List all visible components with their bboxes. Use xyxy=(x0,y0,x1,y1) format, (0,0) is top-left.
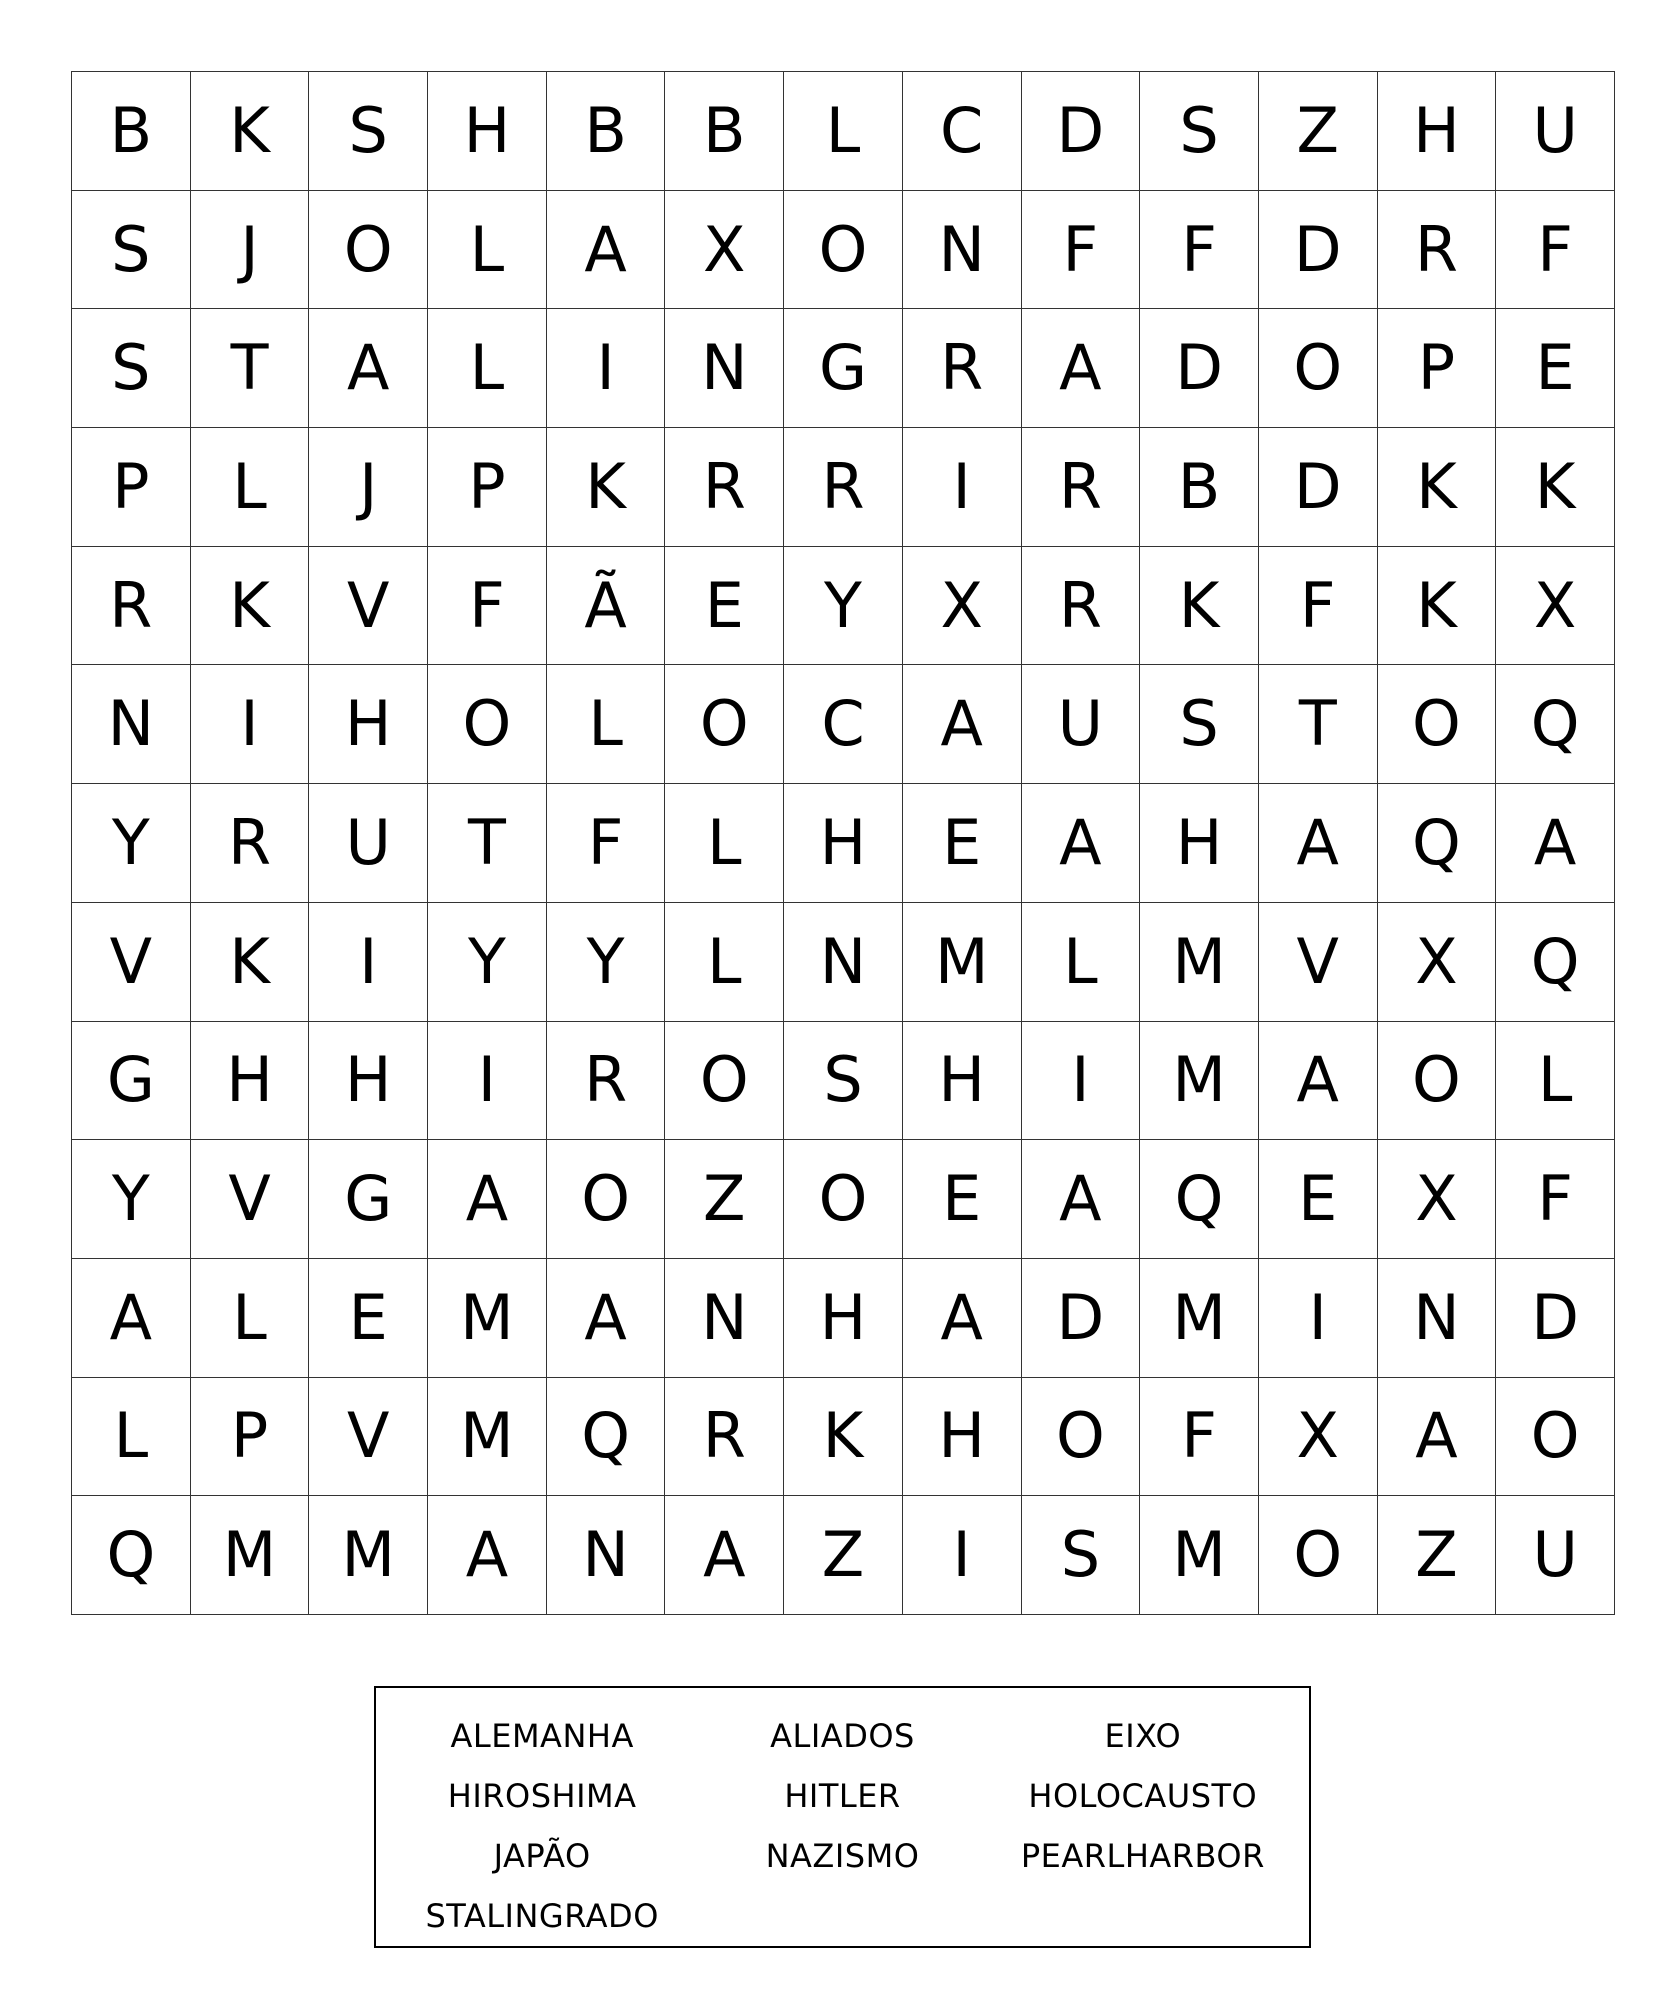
grid-cell[interactable]: M xyxy=(903,903,1022,1022)
grid-cell[interactable]: D xyxy=(1259,428,1378,547)
grid-cell[interactable]: B xyxy=(665,72,784,191)
grid-cell[interactable]: P xyxy=(191,1378,310,1497)
grid-cell[interactable]: D xyxy=(1496,1259,1615,1378)
grid-cell[interactable]: A xyxy=(547,191,666,310)
grid-cell[interactable]: Z xyxy=(1259,72,1378,191)
word-list-item: ALEMANHA xyxy=(450,1717,634,1755)
grid-cell[interactable]: L xyxy=(428,191,547,310)
grid-cell[interactable]: V xyxy=(191,1140,310,1259)
grid-cell[interactable]: Q xyxy=(1378,784,1497,903)
grid-cell[interactable]: E xyxy=(1496,309,1615,428)
grid-cell[interactable]: D xyxy=(1022,72,1141,191)
grid-cell[interactable]: Y xyxy=(784,547,903,666)
grid-cell[interactable]: H xyxy=(1140,784,1259,903)
word-list-box xyxy=(374,1686,1311,1948)
grid-cell[interactable]: A xyxy=(1496,784,1615,903)
grid-cell[interactable]: O xyxy=(665,665,784,784)
grid-cell[interactable]: D xyxy=(1140,309,1259,428)
grid-cell[interactable]: X xyxy=(1259,1378,1378,1497)
grid-cell[interactable]: A xyxy=(665,1496,784,1615)
grid-cell[interactable]: L xyxy=(1022,903,1141,1022)
grid-cell[interactable]: J xyxy=(309,428,428,547)
grid-cell[interactable]: O xyxy=(1022,1378,1141,1497)
grid-cell[interactable]: R xyxy=(903,309,1022,428)
grid-cell[interactable]: H xyxy=(903,1378,1022,1497)
grid-cell[interactable]: A xyxy=(547,1259,666,1378)
grid-cell[interactable]: T xyxy=(191,309,310,428)
grid-cell[interactable]: O xyxy=(547,1140,666,1259)
word-list-item: EIXO xyxy=(1104,1717,1182,1755)
grid-cell[interactable]: U xyxy=(1496,72,1615,191)
grid-cell[interactable]: P xyxy=(1378,309,1497,428)
grid-cell[interactable]: F xyxy=(1496,191,1615,310)
grid-cell[interactable]: Ã xyxy=(547,547,666,666)
grid-cell[interactable]: U xyxy=(309,784,428,903)
grid-cell[interactable]: K xyxy=(1496,428,1615,547)
grid-cell[interactable]: H xyxy=(1378,72,1497,191)
grid-cell[interactable]: G xyxy=(72,1022,191,1141)
grid-cell[interactable]: O xyxy=(1378,1022,1497,1141)
word-list-item: HOLOCAUSTO xyxy=(1028,1777,1258,1815)
grid-cell[interactable]: H xyxy=(428,72,547,191)
grid-cell[interactable]: H xyxy=(309,665,428,784)
grid-cell[interactable]: R xyxy=(1022,547,1141,666)
grid-cell[interactable]: Q xyxy=(1496,903,1615,1022)
grid-cell[interactable]: Z xyxy=(784,1496,903,1615)
grid-cell[interactable]: V xyxy=(1259,903,1378,1022)
grid-cell[interactable]: M xyxy=(191,1496,310,1615)
grid-cell[interactable]: Q xyxy=(1140,1140,1259,1259)
grid-cell[interactable]: K xyxy=(1378,547,1497,666)
grid-cell[interactable]: C xyxy=(903,72,1022,191)
grid-cell[interactable]: B xyxy=(1140,428,1259,547)
grid-cell[interactable]: L xyxy=(1496,1022,1615,1141)
grid-cell[interactable]: Y xyxy=(428,903,547,1022)
grid-cell[interactable]: E xyxy=(1259,1140,1378,1259)
grid-cell[interactable]: L xyxy=(665,784,784,903)
grid-cell[interactable]: L xyxy=(428,309,547,428)
grid-cell[interactable]: F xyxy=(428,547,547,666)
grid-cell[interactable]: M xyxy=(309,1496,428,1615)
grid-cell[interactable]: K xyxy=(191,903,310,1022)
grid-cell[interactable]: I xyxy=(1259,1259,1378,1378)
grid-cell[interactable]: K xyxy=(784,1378,903,1497)
grid-cell[interactable]: A xyxy=(428,1496,547,1615)
grid-cell[interactable]: M xyxy=(428,1378,547,1497)
grid-cell[interactable]: H xyxy=(309,1022,428,1141)
grid-cell[interactable]: X xyxy=(1496,547,1615,666)
grid-cell[interactable]: E xyxy=(665,547,784,666)
grid-cell[interactable]: M xyxy=(1140,903,1259,1022)
grid-cell[interactable]: E xyxy=(903,1140,1022,1259)
grid-cell[interactable]: I xyxy=(903,428,1022,547)
grid-cell[interactable]: I xyxy=(191,665,310,784)
word-search-grid xyxy=(71,71,1615,1615)
grid-cell[interactable]: X xyxy=(1378,903,1497,1022)
grid-cell[interactable]: S xyxy=(1022,1496,1141,1615)
grid-cell[interactable]: L xyxy=(784,72,903,191)
grid-cell[interactable]: I xyxy=(1022,1022,1141,1141)
grid-cell[interactable]: J xyxy=(191,191,310,310)
grid-cell[interactable]: A xyxy=(1259,1022,1378,1141)
grid-cell[interactable]: E xyxy=(309,1259,428,1378)
grid-cell[interactable]: F xyxy=(1259,547,1378,666)
grid-cell[interactable]: O xyxy=(1378,665,1497,784)
grid-cell[interactable]: V xyxy=(72,903,191,1022)
word-list-item: STALINGRADO xyxy=(425,1897,659,1935)
grid-cell[interactable]: T xyxy=(428,784,547,903)
grid-cell[interactable]: A xyxy=(309,309,428,428)
grid-cell[interactable]: M xyxy=(1140,1259,1259,1378)
word-list-item: HIROSHIMA xyxy=(447,1777,637,1815)
grid-cell[interactable]: U xyxy=(1496,1496,1615,1615)
grid-cell[interactable]: O xyxy=(665,1022,784,1141)
grid-cell[interactable]: I xyxy=(547,309,666,428)
grid-cell[interactable]: B xyxy=(72,72,191,191)
grid-cell[interactable]: A xyxy=(1022,1140,1141,1259)
grid-cell[interactable]: B xyxy=(547,72,666,191)
grid-cell[interactable]: O xyxy=(1496,1378,1615,1497)
grid-cell[interactable]: L xyxy=(547,665,666,784)
grid-cell[interactable]: N xyxy=(665,309,784,428)
grid-cell[interactable]: F xyxy=(1496,1140,1615,1259)
word-list-item: JAPÃO xyxy=(493,1837,591,1875)
grid-cell[interactable]: S xyxy=(784,1022,903,1141)
grid-cell[interactable]: F xyxy=(547,784,666,903)
grid-cell[interactable]: L xyxy=(191,428,310,547)
grid-cell[interactable]: I xyxy=(903,1496,1022,1615)
grid-cell[interactable]: C xyxy=(784,665,903,784)
grid-cell[interactable]: V xyxy=(309,1378,428,1497)
grid-cell[interactable]: K xyxy=(1378,428,1497,547)
grid-cell[interactable]: F xyxy=(1140,191,1259,310)
grid-cell[interactable]: A xyxy=(1259,784,1378,903)
grid-cell[interactable]: S xyxy=(1140,72,1259,191)
grid-cell[interactable]: K xyxy=(191,547,310,666)
grid-cell[interactable]: Y xyxy=(72,1140,191,1259)
grid-cell[interactable]: N xyxy=(547,1496,666,1615)
grid-cell[interactable]: Y xyxy=(547,903,666,1022)
grid-cell[interactable]: U xyxy=(1022,665,1141,784)
grid-cell[interactable]: N xyxy=(1378,1259,1497,1378)
grid-cell[interactable]: G xyxy=(309,1140,428,1259)
grid-cell[interactable]: X xyxy=(1378,1140,1497,1259)
grid-cell[interactable]: I xyxy=(309,903,428,1022)
grid-cell[interactable]: S xyxy=(72,309,191,428)
grid-cell[interactable]: O xyxy=(784,191,903,310)
grid-cell[interactable]: H xyxy=(784,1259,903,1378)
grid-cell[interactable]: H xyxy=(191,1022,310,1141)
grid-cell[interactable]: D xyxy=(1022,1259,1141,1378)
grid-cell[interactable]: O xyxy=(784,1140,903,1259)
grid-cell[interactable]: L xyxy=(191,1259,310,1378)
grid-cell[interactable]: R xyxy=(191,784,310,903)
grid-cell[interactable]: R xyxy=(665,428,784,547)
grid-cell[interactable]: F xyxy=(1140,1378,1259,1497)
grid-cell[interactable]: R xyxy=(547,1022,666,1141)
grid-cell[interactable]: A xyxy=(1022,309,1141,428)
grid-cell[interactable]: K xyxy=(191,72,310,191)
grid-cell[interactable]: K xyxy=(1140,547,1259,666)
grid-cell[interactable]: R xyxy=(784,428,903,547)
word-list-item: PEARLHARBOR xyxy=(1020,1837,1265,1875)
grid-cell[interactable]: T xyxy=(1259,665,1378,784)
grid-cell[interactable]: R xyxy=(72,547,191,666)
grid-cell[interactable]: X xyxy=(665,191,784,310)
grid-cell[interactable]: N xyxy=(665,1259,784,1378)
word-list-item: ALIADOS xyxy=(770,1717,915,1755)
grid-cell[interactable]: S xyxy=(309,72,428,191)
grid-cell[interactable]: R xyxy=(1022,428,1141,547)
grid-cell[interactable]: Q xyxy=(72,1496,191,1615)
grid-cell[interactable]: H xyxy=(784,784,903,903)
grid-cell[interactable]: K xyxy=(547,428,666,547)
grid-cell[interactable]: L xyxy=(665,903,784,1022)
grid-cell[interactable]: O xyxy=(428,665,547,784)
grid-cell[interactable]: O xyxy=(1259,1496,1378,1615)
grid-cell[interactable]: O xyxy=(1259,309,1378,428)
grid-cell[interactable]: A xyxy=(1378,1378,1497,1497)
grid-cell[interactable]: N xyxy=(903,191,1022,310)
grid-cell[interactable]: S xyxy=(1140,665,1259,784)
grid-cell[interactable]: Z xyxy=(665,1140,784,1259)
word-list-item: NAZISMO xyxy=(765,1837,920,1875)
grid-cell[interactable]: D xyxy=(1259,191,1378,310)
grid-cell[interactable]: I xyxy=(428,1022,547,1141)
grid-cell[interactable]: L xyxy=(72,1378,191,1497)
grid-cell[interactable]: P xyxy=(428,428,547,547)
grid-cell[interactable]: R xyxy=(665,1378,784,1497)
grid-cell[interactable]: E xyxy=(903,784,1022,903)
grid-cell[interactable]: P xyxy=(72,428,191,547)
word-list-item: HITLER xyxy=(784,1777,901,1815)
grid-cell[interactable]: A xyxy=(1022,784,1141,903)
grid-cell[interactable]: A xyxy=(428,1140,547,1259)
grid-cell[interactable]: N xyxy=(72,665,191,784)
grid-cell[interactable]: Q xyxy=(1496,665,1615,784)
grid-cell[interactable]: M xyxy=(1140,1022,1259,1141)
grid-cell[interactable]: A xyxy=(72,1259,191,1378)
grid-cell[interactable]: M xyxy=(1140,1496,1259,1615)
grid-cell[interactable]: V xyxy=(309,547,428,666)
grid-cell[interactable]: M xyxy=(428,1259,547,1378)
grid-cell[interactable]: A xyxy=(903,1259,1022,1378)
grid-cell[interactable]: O xyxy=(309,191,428,310)
grid-cell[interactable]: X xyxy=(903,547,1022,666)
grid-cell[interactable]: Z xyxy=(1378,1496,1497,1615)
grid-cell[interactable]: N xyxy=(784,903,903,1022)
grid-cell[interactable]: S xyxy=(72,191,191,310)
grid-cell[interactable]: A xyxy=(903,665,1022,784)
grid-cell[interactable]: G xyxy=(784,309,903,428)
grid-cell[interactable]: Y xyxy=(72,784,191,903)
grid-cell[interactable]: H xyxy=(903,1022,1022,1141)
grid-cell[interactable]: F xyxy=(1022,191,1141,310)
grid-cell[interactable]: R xyxy=(1378,191,1497,310)
grid-cell[interactable]: Q xyxy=(547,1378,666,1497)
